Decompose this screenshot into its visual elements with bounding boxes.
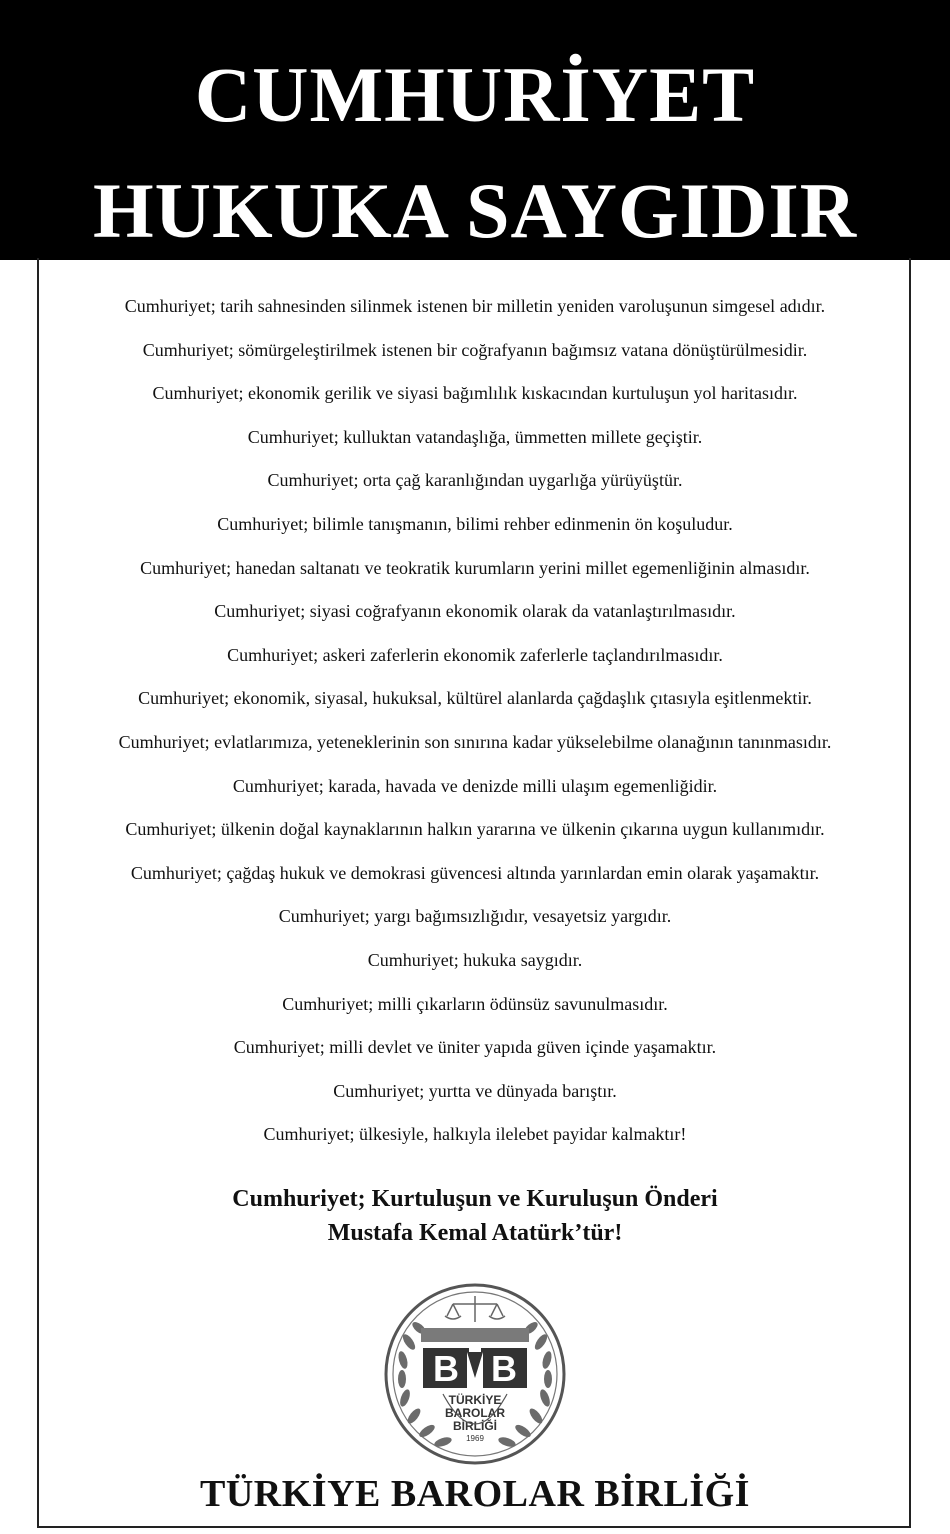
closing-line-2: Mustafa Kemal Atatürk’tür! [327,1220,623,1246]
emblem-text-line-1: TÜRKİYE [448,1393,502,1407]
statement-item: Cumhuriyet; kulluktan vatandaşlığa, ümmetten millete geçiştir. [247,426,703,447]
statement-item: Cumhuriyet; evlatlarımıza, yeteneklerinin son sınırına kadar yükselebilme olanağının tanınmasıdır. [118,731,832,752]
headline-line-1: CUMHURİYET [194,51,756,138]
statement-list [0,296,950,1168]
emblem-text-line-3: BİRLİĞİ [453,1419,497,1433]
statement-item: Cumhuriyet; tarih sahnesinden silinmek istenen bir milletin yeniden varoluşunun simgesel adıdır. [124,296,826,316]
statement-item: Cumhuriyet; ülkesiyle, halkıyla ilelebet payidar kalmaktır! [263,1124,687,1145]
statement-item: Cumhuriyet; karada, havada ve denizde milli ulaşım egemenliğidir. [232,775,718,796]
emblem-top-band [421,1328,529,1342]
statement-item: Cumhuriyet; siyasi coğrafyanın ekonomik olarak da vatanlaştırılmasıdır. [214,601,736,622]
statement-item: Cumhuriyet; yurtta ve dünyada barıştır. [333,1080,617,1101]
closing-statement [0,1182,950,1250]
statement-item: Cumhuriyet; çağdaş hukuk ve demokrasi güvencesi altında yarınlardan emin olarak yaşamaktır. [130,862,820,883]
organization-name: TÜRKİYE BAROLAR BİRLİĞİ [200,1473,750,1515]
tbb-emblem-logo [383,1282,567,1466]
statement-item: Cumhuriyet; milli çıkarların ödünsüz savunulmasıdır. [282,993,668,1014]
statement-item: Cumhuriyet; ülkenin doğal kaynaklarının halkın yararına ve ülkenin çıkarına uygun kullanımıdır. [125,819,825,840]
emblem-letter-right: B [491,1348,517,1389]
statement-item: Cumhuriyet; milli devlet ve üniter yapıda güven içinde yaşamaktır. [233,1037,717,1058]
header-banner [0,0,950,260]
statement-item: Cumhuriyet; askeri zaferlerin ekonomik zaferlerle taçlandırılmasıdır. [227,644,723,665]
statement-item: Cumhuriyet; ekonomik gerilik ve siyasi bağımlılık kıskacından kurtuluşun yol haritasıdır. [152,383,798,404]
statement-item: Cumhuriyet; orta çağ karanlığından uygarlığa yürüyüştür. [267,470,683,491]
emblem-year: 1969 [466,1434,484,1443]
emblem-text-line-2: BAROLAR [445,1406,505,1420]
emblem-letters [423,1348,527,1389]
statement-item: Cumhuriyet; bilimle tanışmanın, bilimi rehber edinmenin ön koşuludur. [217,513,733,534]
statement-item: Cumhuriyet; yargı bağımsızlığıdır, vesayetsiz yargıdır. [278,906,672,927]
statement-item: Cumhuriyet; hanedan saltanatı ve teokratik kurumların yerini millet egemenliğinin almasıdır. [140,557,810,578]
headline-line-2: HUKUKA SAYGIDIR [92,167,858,254]
statement-item: Cumhuriyet; ekonomik, siyasal, hukuksal, kültürel alanlarda çağdaşlık çıtasıyla eşitlenmektir. [138,688,812,709]
statement-item: Cumhuriyet; hukuka saygıdır. [367,949,583,970]
closing-line-1: Cumhuriyet; Kurtuluşun ve Kuruluşun Önderi [232,1186,718,1212]
statement-item: Cumhuriyet; sömürgeleştirilmek istenen bir coğrafyanın bağımsız vatana dönüştürülmesidir. [142,339,808,360]
emblem-letter-left: B [433,1348,459,1389]
